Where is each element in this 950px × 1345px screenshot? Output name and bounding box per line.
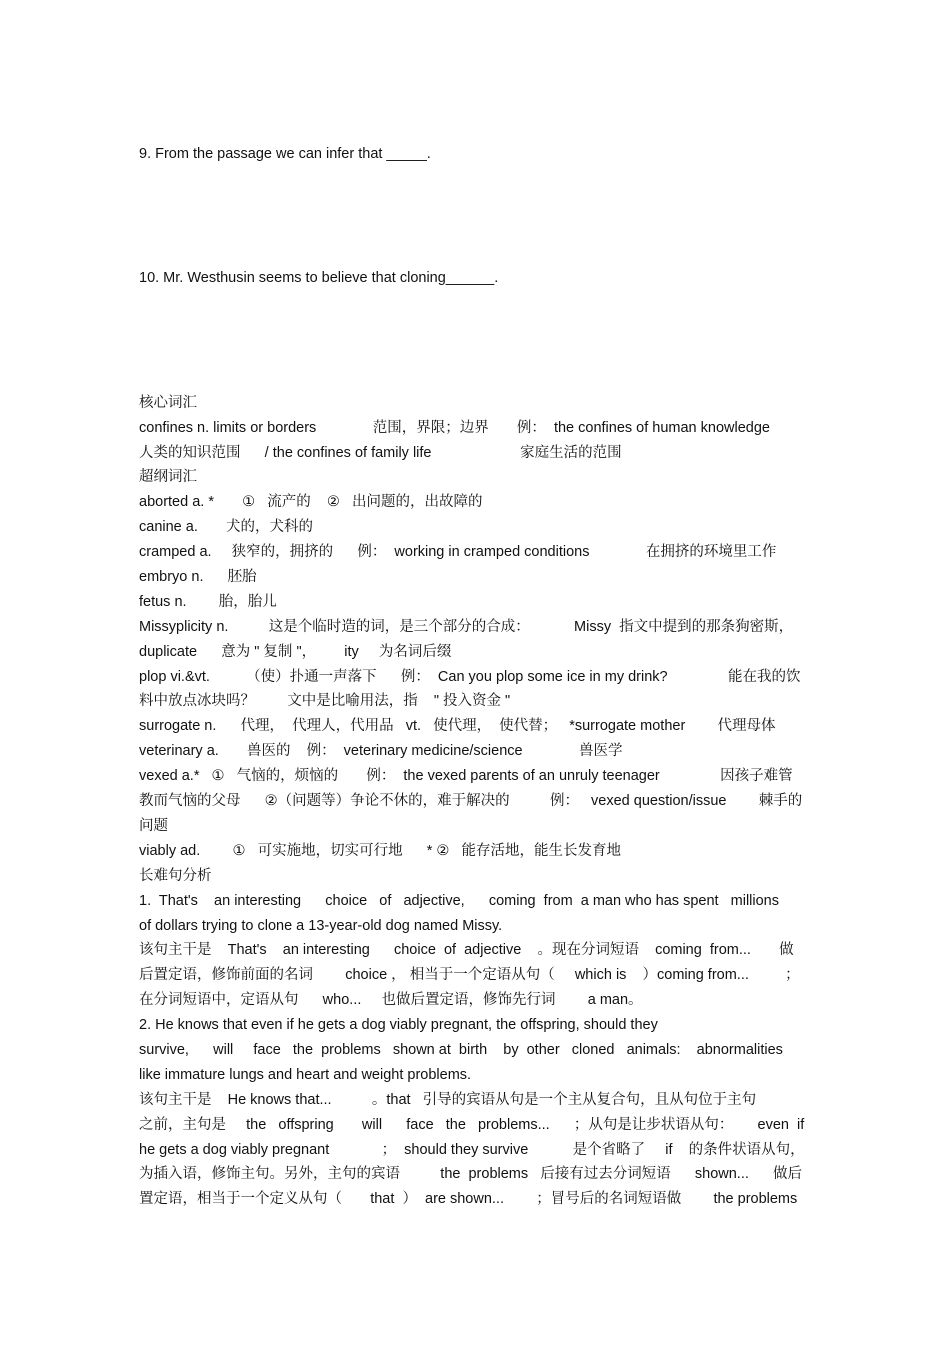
analysis-line: survive, will face the problems shown at birth by other cloned animals: abnormalities bbox=[139, 1041, 783, 1058]
q10-option-c bbox=[139, 341, 811, 366]
extra-vocab-heading: 超纲词汇 bbox=[139, 469, 197, 486]
q10-option-d bbox=[139, 366, 811, 391]
vocab-entry-vexed-cont: 问题 bbox=[139, 817, 168, 834]
vocab-entry-fetus: fetus n. 胎，胎儿 bbox=[139, 593, 277, 610]
q10-option-b bbox=[139, 316, 811, 341]
analysis-line: he gets a dog viably pregnant ； should they survive 是个省略了 if 的条件状语从句， bbox=[139, 1141, 805, 1158]
analysis-line: 置定语，相当于一个定义从句（ that ） are shown... ；冒号后的名词短语做 the problems bbox=[139, 1191, 798, 1208]
core-vocab-line: 人类的知识范围 / the confines of family life 家庭生活的范围 bbox=[139, 444, 622, 461]
vocab-entry-canine: canine a. 犬的，犬科的 bbox=[139, 519, 314, 536]
vocab-entry-missyplicity: Missyplicity n. 这是个临时造的词，是三个部分的合成： Missy 指文中提到的那条狗密斯， bbox=[139, 618, 794, 635]
analysis-line: 为插入语，修饰主句。另外，主句的宾语 the problems 后接有过去分词短语 shown... 做后 bbox=[139, 1166, 803, 1183]
vocab-entry-cramped: cramped a. 狭窄的，拥挤的 例： working in cramped conditions 在拥挤的环境里工作 bbox=[139, 544, 777, 561]
vocab-entry-veterinary: veterinary a. 兽医的 例： veterinary medicine/science 兽医学 bbox=[139, 743, 623, 760]
page-content bbox=[139, 117, 811, 1212]
q10-stem: 10. Mr. Westhusin seems to believe that cloning______. bbox=[139, 270, 499, 287]
sentence-analysis-heading: 长难句分析 bbox=[139, 867, 212, 884]
q9-option-c bbox=[139, 217, 811, 242]
analysis-line: 该句主干是 He knows that... 。that 引导的宾语从句是一个主从复合句，且从句位于主句 bbox=[139, 1091, 757, 1108]
q10-option-a bbox=[139, 291, 811, 316]
vocab-entry-embryo: embryo n. 胚胎 bbox=[139, 569, 257, 586]
q8-option-d bbox=[139, 117, 811, 142]
q9-stem: 9. From the passage we can infer that _____. bbox=[139, 145, 431, 162]
q9-option-b bbox=[139, 192, 811, 217]
vocab-entry-plop-cont: 料中放点冰块吗？ 文中是比喻用法，指 " 投入资金 " bbox=[139, 693, 511, 710]
vocab-entry-viably: viably ad. ① 可实施地，切实可行地 * ② 能存活地，能生长发育地 bbox=[139, 842, 621, 859]
analysis-line: 在分词短语中，定语从句 who... 也做后置定语，修饰先行词 a man。 bbox=[139, 992, 643, 1009]
vocab-entry-plop: plop vi.&vt. （使）扑通一声落下 例： Can you plop some ice in my drink? 能在我的饮 bbox=[139, 668, 801, 685]
analysis-line: 之前，主句是 the offspring will face the problems... ；从句是让步状语从句： even if bbox=[139, 1116, 805, 1133]
q9-option-d bbox=[139, 241, 811, 266]
vocab-entry-missyplicity-cont: duplicate 意为 " 复制 "， ity 为名词后缀 bbox=[139, 643, 452, 660]
vocab-entry-vexed: vexed a.* ① 气恼的，烦恼的 例： the vexed parents of an unruly teenager 因孩子难管 bbox=[139, 768, 793, 785]
analysis-line: like immature lungs and heart and weight problems. bbox=[139, 1066, 472, 1083]
analysis-line: 该句主干是 That's an interesting choice of adjective 。现在分词短语 coming from... 做 bbox=[139, 942, 794, 959]
vocab-entry-aborted: aborted a. * ① 流产的 ② 出问题的，出故障的 bbox=[139, 494, 483, 511]
core-vocab-line: confines n. limits or borders 范围，界限；边界 例： the confines of human knowledge bbox=[139, 419, 770, 436]
analysis-line: 2. He knows that even if he gets a dog viably pregnant, the offspring, should they bbox=[139, 1017, 658, 1034]
vocab-entry-vexed-cont: 教而气恼的父母 ②（问题等）争论不休的，难于解决的 例： vexed question/issue 棘手的 bbox=[139, 793, 803, 810]
analysis-line: of dollars trying to clone a 13-year-old dog named Missy. bbox=[139, 917, 503, 934]
vocab-entry-surrogate: surrogate n. 代理， 代理人，代用品 vt. 使代理， 使代替； *surrogate mother 代理母体 bbox=[139, 718, 776, 735]
q9-option-a bbox=[139, 167, 811, 192]
analysis-line: 1. That's an interesting choice of adjective, coming from a man who has spent millions bbox=[139, 892, 779, 909]
core-vocab-heading: 核心词汇 bbox=[139, 394, 197, 411]
analysis-line: 后置定语，修饰前面的名词 choice ， 相当于一个定语从句（ which is ）coming from... ； bbox=[139, 967, 800, 984]
